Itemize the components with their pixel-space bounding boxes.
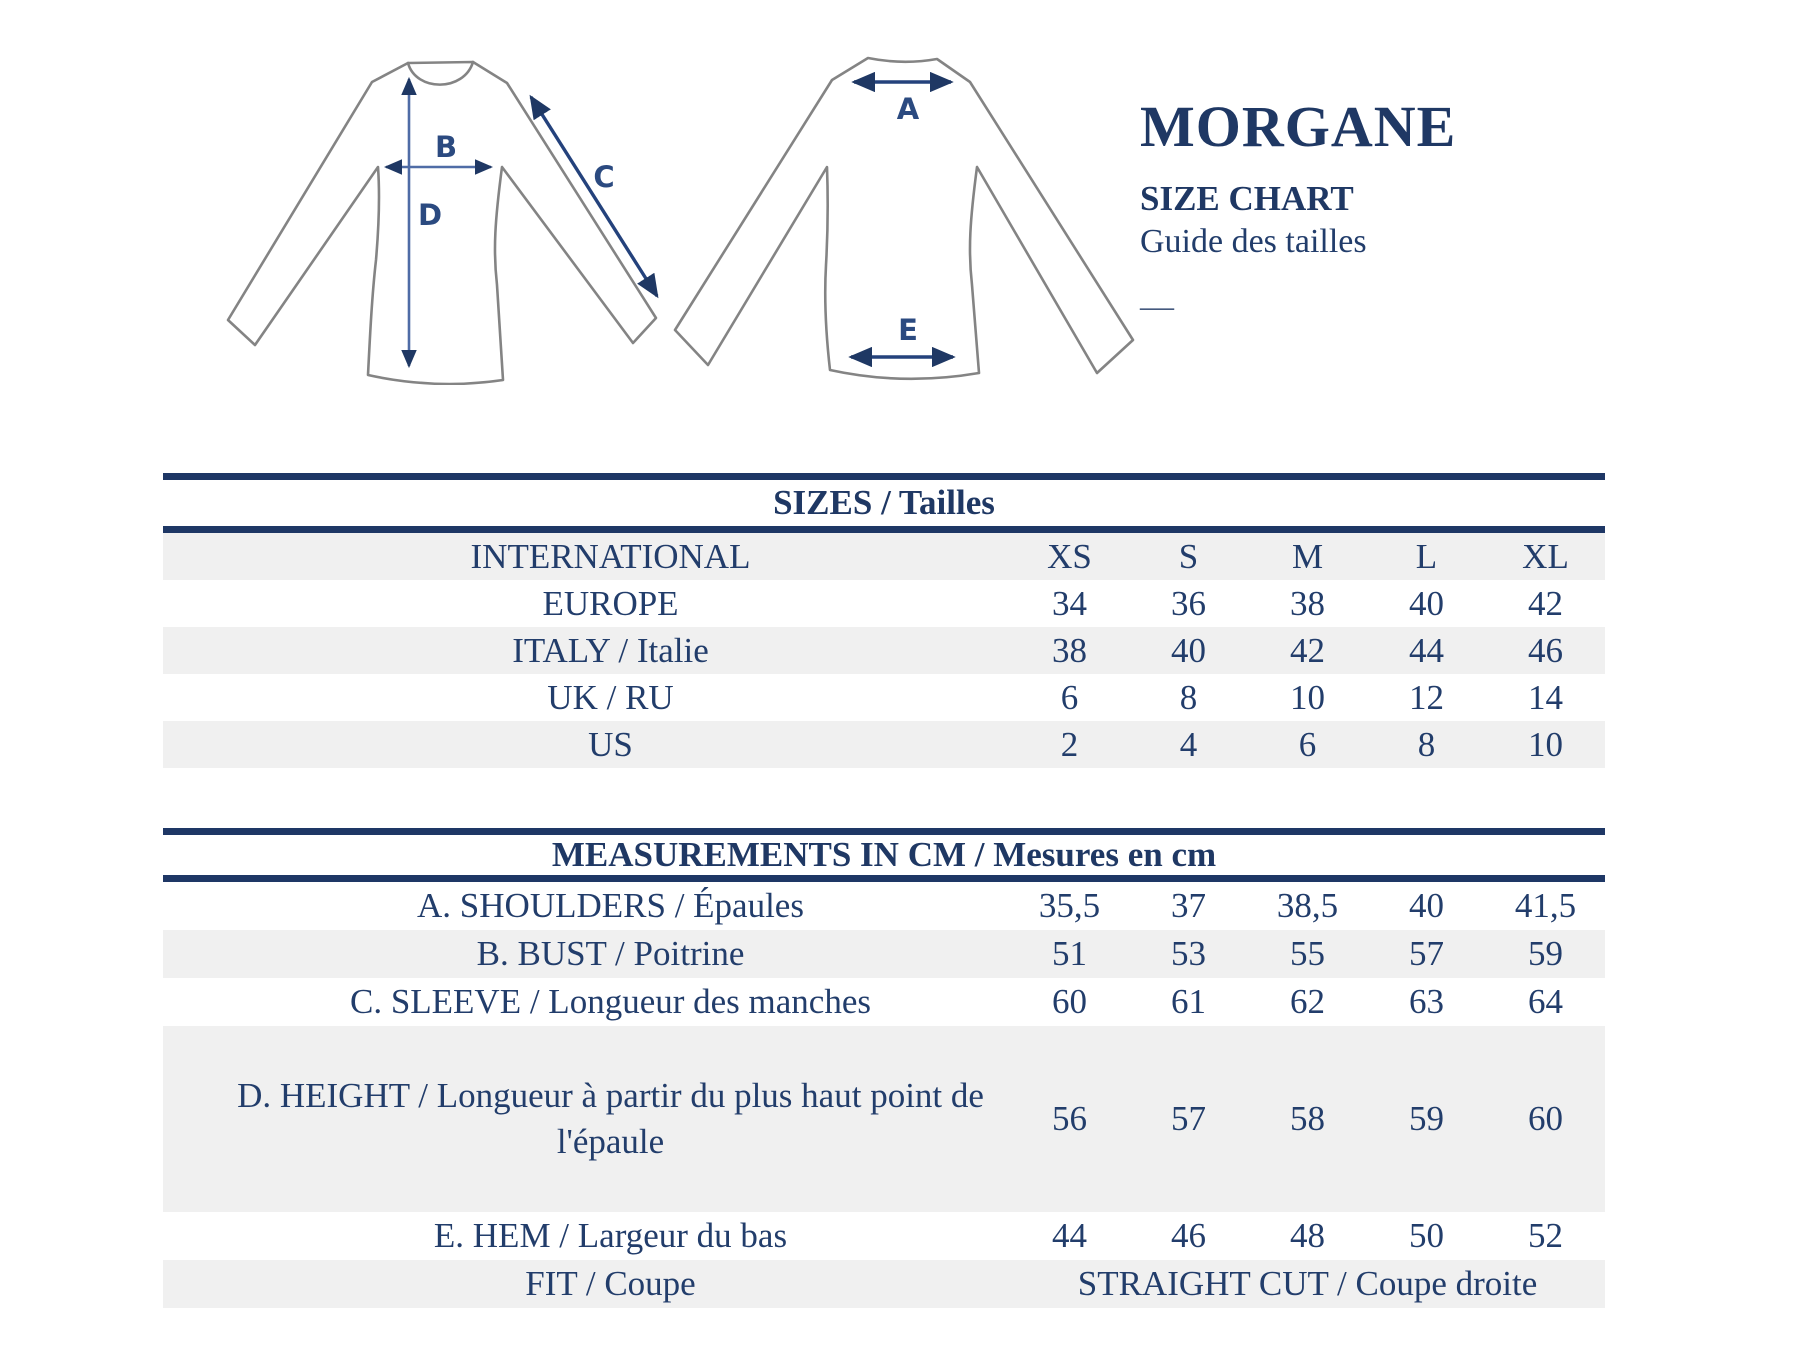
measurements-table [163,828,1605,1308]
size-cell: 10 [1290,677,1325,717]
measure-cell: 55 [1290,934,1325,973]
size-cell: XS [1047,536,1092,576]
row-sleeve [163,978,1605,1026]
measure-cell: 44 [1052,1216,1087,1255]
rule-top [163,828,1605,835]
measure-cell: 35,5 [1038,886,1101,925]
size-cell: 8 [1179,677,1198,717]
measure-cell: 53 [1171,934,1206,973]
label-e: E [898,313,918,347]
row-hem [163,1212,1605,1260]
brand-block [1140,94,1457,325]
size-cell: 42 [1290,630,1325,670]
size-cell: 12 [1409,677,1444,717]
row-us [163,721,1605,768]
size-cell: S [1178,536,1199,576]
size-cell: 2 [1060,724,1079,764]
measure-cell: 52 [1528,1216,1563,1255]
row-bust [163,930,1605,978]
row-international [163,533,1605,580]
rule-top [163,473,1605,480]
row-label: C. SLEEVE / Longueur des manches [349,982,871,1021]
size-cell: M [1291,536,1324,576]
size-chart-subheading: Guide des tailles [1140,223,1367,260]
measure-cell: 40 [1409,886,1444,925]
label-a: A [896,92,920,126]
row-shoulders [163,882,1605,930]
size-cell: 46 [1528,630,1563,670]
row-italy [163,627,1605,674]
rule-under-title [163,875,1605,882]
row-label: A. SHOULDERS / Épaules [417,886,804,925]
measure-cell: 38,5 [1276,886,1339,925]
measure-cell: 61 [1171,982,1206,1021]
measure-cell: 37 [1171,886,1206,925]
rule-under-title [163,526,1605,533]
brand-name: MORGANE [1140,94,1457,159]
size-cell: 44 [1409,630,1444,670]
size-cell: 40 [1171,630,1206,670]
size-chart-heading: SIZE CHART [1140,179,1354,218]
row-label: B. BUST / Poitrine [476,934,745,973]
divider-dash: — [1140,288,1174,325]
row-label: EUROPE [542,583,679,623]
measurements-table-title: MEASUREMENTS IN CM / Mesures en cm [551,835,1217,874]
measure-cell: 57 [1409,934,1444,973]
measure-cell: 58 [1290,1099,1325,1138]
measure-cell: 64 [1528,982,1563,1021]
size-cell: XL [1522,536,1569,576]
row-label: ITALY / Italie [512,630,709,670]
size-cell: 10 [1528,724,1563,764]
measure-cell: 50 [1409,1216,1444,1255]
size-cell: 38 [1290,583,1325,623]
measure-cell: 60 [1052,982,1087,1021]
size-cell: 42 [1528,583,1563,623]
measure-cell: 56 [1052,1099,1087,1138]
row-label: E. HEM / Largeur du bas [433,1216,788,1255]
size-cell: 38 [1052,630,1087,670]
garment-back-diagram [670,35,1145,385]
size-cell: 34 [1052,583,1087,623]
row-label: US [588,724,633,764]
size-cell: 4 [1179,724,1198,764]
size-cell: 36 [1171,583,1206,623]
measure-cell: 62 [1290,982,1325,1021]
row-label: D. HEIGHT / Longueur à partir du plus haut point de l'épaule [237,1076,984,1161]
fit-value: STRAIGHT CUT / Coupe droite [1077,1264,1538,1303]
measure-cell: 41,5 [1514,886,1577,925]
row-fit [163,1260,1605,1308]
size-cell: L [1415,536,1438,576]
label-c: C [593,160,615,194]
garment-front-diagram [200,35,670,385]
row-uk [163,674,1605,721]
measure-cell: 59 [1409,1099,1444,1138]
row-label: FIT / Coupe [525,1264,696,1303]
size-cell: 8 [1417,724,1436,764]
label-d: D [417,198,443,232]
row-label: INTERNATIONAL [470,536,751,576]
sizes-table-title: SIZES / Tailles [773,483,995,522]
row-height [163,1026,1605,1212]
label-b: B [434,130,458,164]
measure-cell: 46 [1171,1216,1206,1255]
row-label: UK / RU [547,677,674,717]
measure-cell: 63 [1409,982,1444,1021]
sizes-table [163,473,1605,768]
row-europe [163,580,1605,627]
size-cell: 6 [1060,677,1079,717]
size-cell: 40 [1409,583,1444,623]
size-cell: 14 [1528,677,1563,717]
measure-cell: 51 [1052,934,1087,973]
measure-cell: 48 [1290,1216,1325,1255]
measure-cell: 60 [1528,1099,1563,1138]
measure-cell: 57 [1171,1099,1206,1138]
size-cell: 6 [1298,724,1317,764]
measure-cell: 59 [1528,934,1563,973]
